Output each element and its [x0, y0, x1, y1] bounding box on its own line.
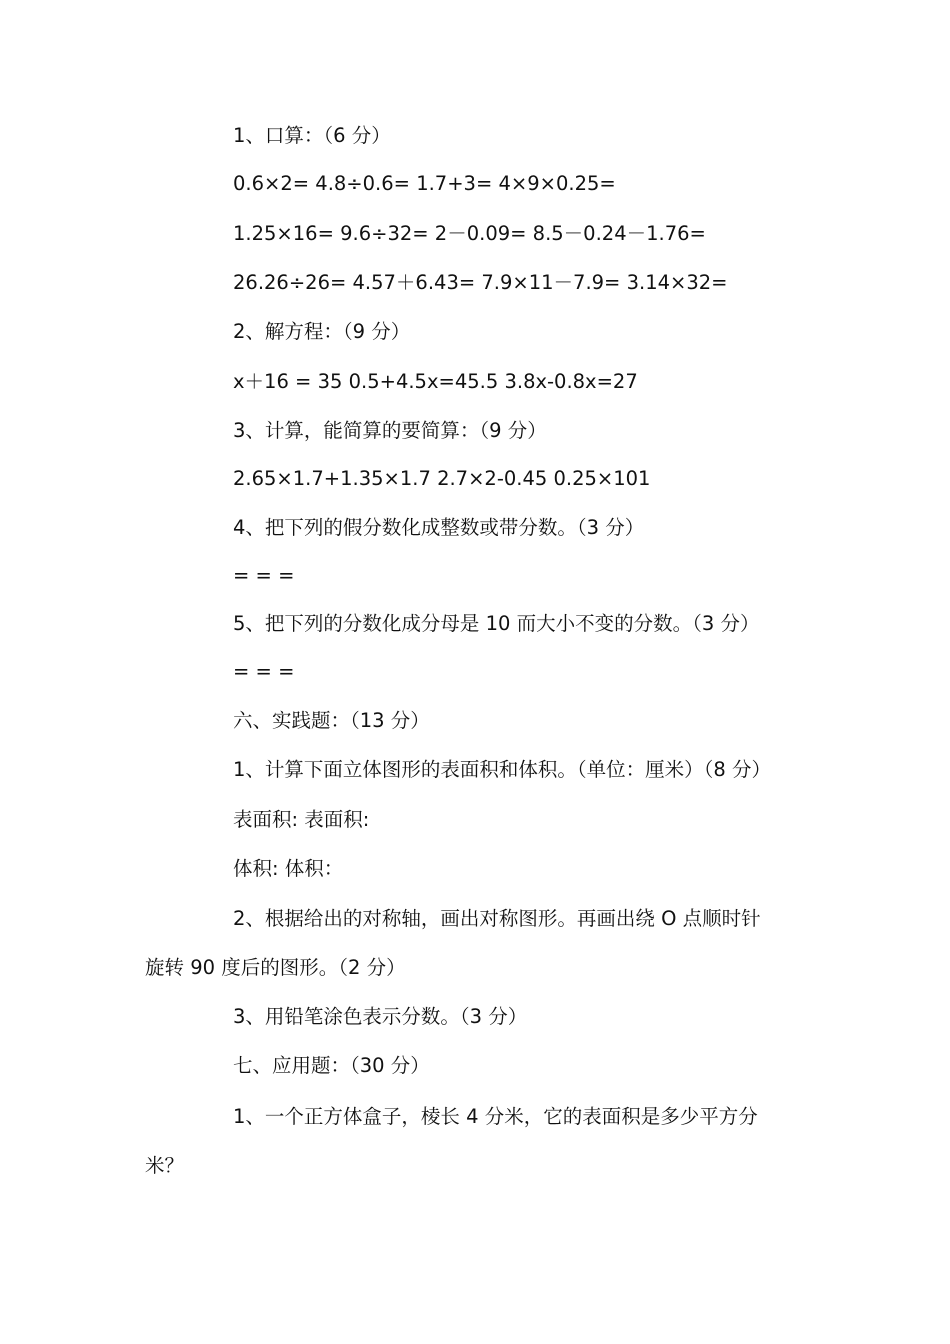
practice-question-2: 2、根据给出的对称轴，画出对称图形。再画出绕 O 点顺时针 — [233, 907, 761, 930]
oral-calc-row-3: 26.26÷26= 4.57＋6.43= 7.9×11－7.9= 3.14×32= — [233, 271, 728, 294]
oral-calc-row-2: 1.25×16= 9.6÷32= 2－0.09= 8.5－0.24－1.76= — [233, 222, 706, 245]
practice-question-2-continued: 旋转 90 度后的图形。（2 分） — [145, 956, 406, 979]
oral-calc-row-1: 0.6×2= 4.8÷0.6= 1.7+3= 4×9×0.25= — [233, 172, 616, 195]
section-3-heading: 3、计算，能简算的要简算：（9 分） — [233, 419, 547, 442]
surface-area-labels: 表面积: 表面积: — [233, 808, 370, 831]
application-question-1-continued: 米？ — [145, 1154, 185, 1177]
section-5-heading: 5、把下列的分数化成分母是 10 而大小不变的分数。（3 分） — [233, 612, 760, 635]
application-section-heading: 七、应用题：（30 分） — [233, 1054, 430, 1077]
volume-labels: 体积: 体积： — [233, 857, 344, 880]
calculation-row: 2.65×1.7+1.35×1.7 2.7×2-0.45 0.25×101 — [233, 467, 651, 490]
practice-section-heading: 六、实践题：（13 分） — [233, 709, 430, 732]
section-4-heading: 4、把下列的假分数化成整数或带分数。（3 分） — [233, 516, 645, 539]
practice-question-3: 3、用铅笔涂色表示分数。（3 分） — [233, 1005, 528, 1028]
section-2-heading: 2、解方程：（9 分） — [233, 320, 411, 343]
section-1-heading: 1、口算：（6 分） — [233, 124, 391, 147]
application-question-1: 1、一个正方体盒子，棱长 4 分米，它的表面积是多少平方分 — [233, 1105, 758, 1128]
fraction-answers-row-2: = = = — [233, 660, 295, 683]
fraction-answers-row-1: = = = — [233, 564, 295, 587]
practice-question-1: 1、计算下面立体图形的表面积和体积。（单位：厘米）（8 分） — [233, 758, 772, 781]
equation-row: x＋16 = 35 0.5+4.5x=45.5 3.8x-0.8x=27 — [233, 370, 638, 393]
